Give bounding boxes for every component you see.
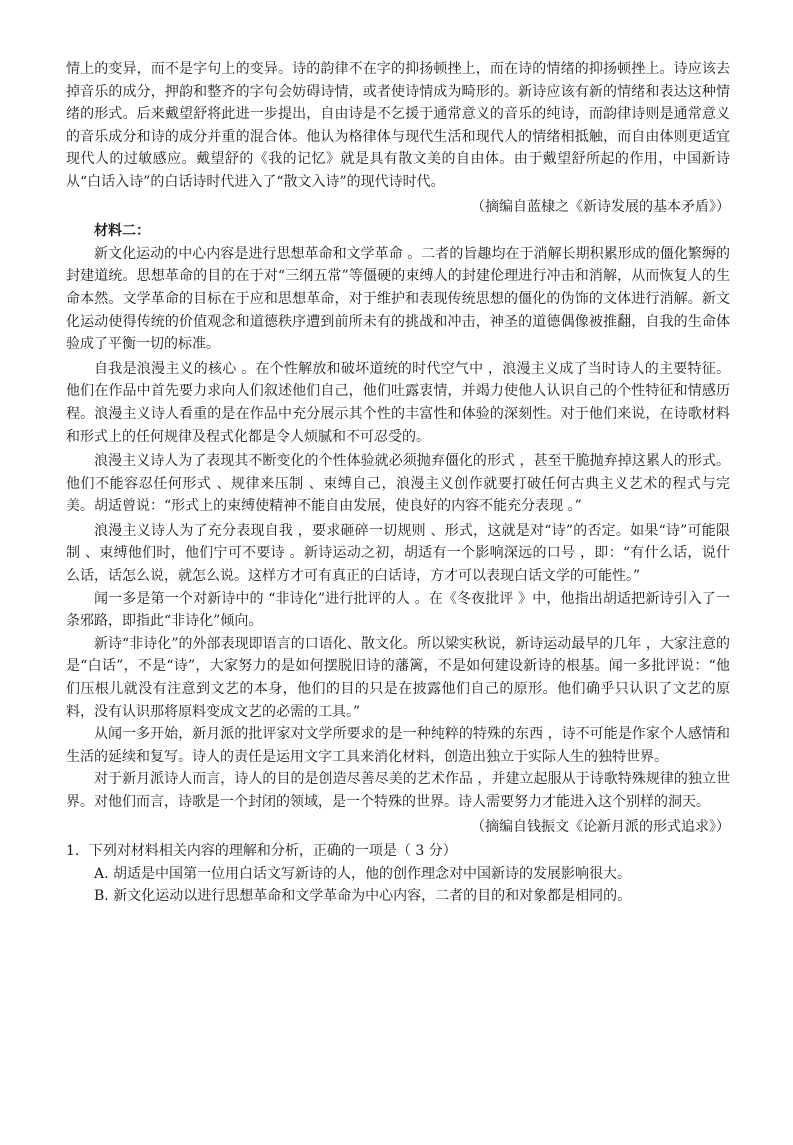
material1-tail-paragraph: 情上的变异，而不是字句上的变异。诗的韵律不在字的抑扬顿挫上，而在诗的情绪的抑扬顿挫上。诗应该去掉音乐的成分，押韵和整齐的字句会妨碍诗情，或者使诗情成为畸形的。新诗应该有新的情绪和表达这种情绪的形式。后来戴望舒将此进一步提出，自由诗是不乞援于通常意义的音乐的纯诗，而韵律诗则是通常意义的音乐成分和诗的成分并重的混合体。他认为格律体与现代生活和现代人的情绪相抵触，而自由体则更适宜现代人的过敏感应。戴望舒的《我的记忆》就是具有散文美的自由体。由于戴望舒所起的作用，中国新诗从“白话入诗”的白话诗时代进入了“散文入诗”的现代诗时代。 [66, 61, 730, 190]
material2-paragraph: 闻一多是第一个对新诗中的 “非诗化”进行批评的人 。在《冬夜批评 》中，他指出胡适把新诗引入了一条邪路，即指此“非诗化”倾向。 [66, 590, 730, 630]
material2-heading: 材料二： [94, 223, 150, 240]
material2-paragraph: 浪漫主义诗人为了表现其不断变化的个性体验就必须抛弃僵化的形式 ，甚至干脆抛弃掉这累人的形式。他们不能容忍任何形式 、规律来压制 、束缚自己，浪漫主义创作就要打破任何古典主义艺术的程式与完美。胡适曾说：“形式上的束缚使精神不能自由发展，使良好的内容不能充分表现 。” [66, 453, 730, 515]
question-1-option-a: A. 胡适是中国第一位用白话文写新诗的人，他的创作理念对中国新诗的发展影响很大。 [94, 865, 632, 882]
question-1-option-b: B. 新文化运动以进行思想革命和文学革命为中心内容，二者的目的和对象都是相同的。 [94, 888, 632, 905]
material2-paragraph: 从闻一多开始，新月派的批评家对文学所要求的是一种纯粹的特殊的东西 ，诗不可能是作家个人感情和生活的延续和复写。诗人的责任是运用文字工具来消化材料，创造出独立于实际人生的独特世界。 [66, 726, 730, 765]
material2-paragraph: 新诗“非诗化”的外部表现即语言的口语化、散文化。所以梁实秋说，新诗运动最早的几年 ，大家注意的是“白话”，不是“诗”，大家努力的是如何摆脱旧诗的藩篱，不是如何建设新诗的根基。闻一多批评说：“他们压根儿就没有注意到文艺的本身，他们的目的只是在披露他们自己的原形。他们确乎只认识了文艺的原料，没有认识那将原料变成文艺的必需的工具。” [66, 635, 730, 720]
question-1-stem: 1．下列对材料相关内容的理解和分析，正确的一项是（ 3 分） [66, 843, 457, 860]
material2-source: （摘编自钱振文《论新月派的形式追求》） [471, 818, 730, 835]
material2-paragraph: 新文化运动的中心内容是进行思想革命和文学革命 。二者的旨趣均在于消解长期积累形成的僵化繁缛的封建道统。思想革命的目的在于对“三纲五常”等僵硬的束缚人的封建伦理进行冲击和消解，从而恢复人的生命本然。文学革命的目标在于应和思想革命，对于维护和表现传统思想的僵化的伪饰的文体进行消解。新文化运动使得传统的价值观念和道德秩序遭到前所未有的挑战和冲击，神圣的道德偶像被推翻，自我的生命体验成了平衡一切的标准。 [66, 245, 730, 353]
material2-paragraph: 自我是浪漫主义的核心 。在个性解放和破坏道统的时代空气中 ，浪漫主义成了当时诗人的主要特征。他们在作品中首先要力求向人们叙述他们自己，他们吐露衷情，并竭力使他人认识自己的个性特征和情感历程。浪漫主义诗人看重的是在作品中充分展示其个性的丰富性和体验的深刻性。对于他们来说，在诗歌材料和形式上的任何规律及程式化都是令人烦腻和不可忍受的。 [66, 360, 730, 445]
material2-paragraph: 浪漫主义诗人为了充分表现自我 ，要求砸碎一切规则 、形式，这就是对“诗”的否定。如果“诗”可能限制 、束缚他们时，他们宁可不要诗 。新诗运动之初，胡适有一个影响深远的口号 ，即：“有什么话，说什么话，话怎么说，就怎么说。这样方才可有真正的白话诗，方才可以表现白话文学的可能性。” [66, 522, 730, 585]
exam-page [66, 58, 730, 908]
material2-paragraph: 对于新月派诗人而言，诗人的目的是创造尽善尽美的艺术作品 ，并建立起服从于诗歌特殊规律的独立世界。对他们而言，诗歌是一个封闭的领域，是一个特殊的世界。诗人需要努力才能进入这个别样的洞天。 [66, 771, 730, 810]
material1-source: （摘编自蓝棣之《新诗发展的基本矛盾》） [471, 198, 730, 215]
